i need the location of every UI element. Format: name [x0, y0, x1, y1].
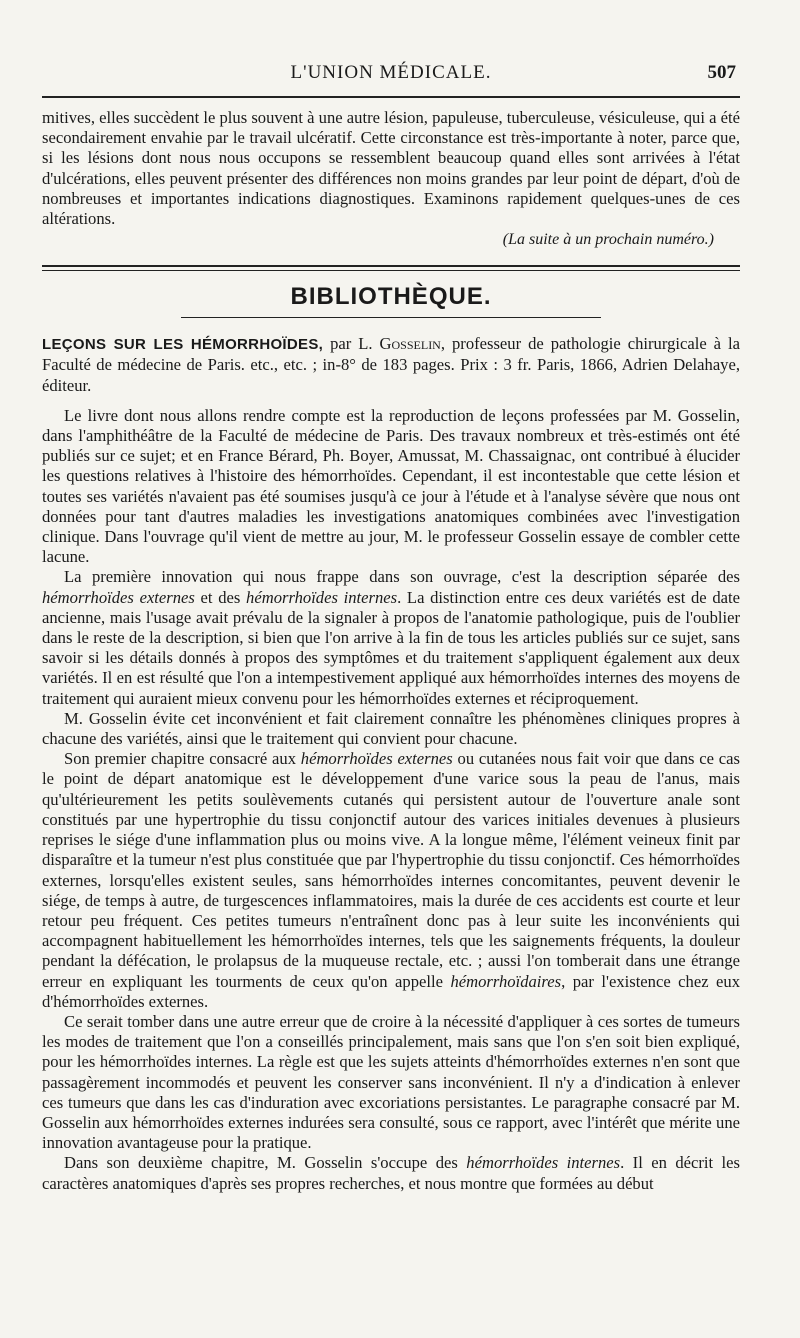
running-head [42, 62, 740, 92]
p2-emphasis-internal: hémorrhoïdes internes [246, 587, 398, 607]
p4-text-c: , par l'existence chez eux d'hémorrhoïdes externes. [42, 971, 740, 1011]
p2-text-c: . La distinction entre ces deux variétés est de date ancienne, mais l'usage avait prévalu de la signaler à propos de l'anatomie pathologique, puis de l'oublier dans le reste de la description, si bien que l'on arrive à la fin de tous les articles publiés sur ce sujet, sans savoir si les détails donnés à propos des symptômes et du traitement s'appliquent également aux deux variétés. Il en est résulté que l'on a intempestivement appliqué aux hémorrhoïdes internes des moyens de traitement qui auraient mieux convenu pour les hémorrhoïdes externes et réciproquement. [42, 587, 740, 708]
book-by: par L. [323, 334, 380, 354]
intro-paragraph: mitives, elles succèdent le plus souvent à une autre lésion, papuleuse, tuberculeuse, vésiculeuse, qui a été secondairement envahie par le travail ulcératif. Cette circonstance est très-importante à noter, parce que, si les lésions dont nous nous occupons se ressemblent beaucoup quand elles sont arrivées à l'état d'ulcérations, elles peuvent présenter des différences non moins grandes par leur point de départ, d'où de nombreuses et importantes indications diagnostiques. Examinons rapidement quelques-unes de ces altérations. [42, 108, 740, 229]
p4-text-a: Son premier chapitre consacré aux [64, 749, 301, 769]
p4-emphasis-hemorrhoidaires: hémorrhoïdaires [450, 971, 562, 991]
p4-text-b: ou cutanées nous fait voir que dans ce cas le point de départ anatomique est le développement d'une varice sous la peau de l'anus, mais qu'ultérieurement les petits soulèvements cutanés qui persistent autour de l'ouverture anale sont constitués par une hypertrophie du tissu conjonctif autour des varices initiales devenues à plusieurs reprises le siége d'une inflammation plus ou moins vive. A la longue même, l'élément veineux finit par disparaître et la tumeur n'est plus constituée que par l'hypertrophie du tissu conjonctif. Ces hémorrhoïdes externes, lorsqu'elles existent seules, sans hémorrhoïdes internes concomitantes, peuvent devenir le siége, de temps à autre, de turgescences inflammatoires, mais la durée de ces accidents est courte et leur retour peu fréquent. Ces petites tumeurs n'entraînent donc pas à leur suite les inconvénients qui accompagnent habituellement les hémorrhoïdes internes, tels que les saignements fréquents, la douleur pendant la défécation, le prolapsus de la muqueuse rectale, etc. ; aussi l'on tomberait dans une étrange erreur en expliquant les tourments de ceux qu'on appelle [42, 749, 740, 991]
header-rule [42, 96, 740, 98]
review-paragraph-6 [42, 1153, 740, 1193]
p2-emphasis-external: hémorrhoïdes externes [42, 587, 195, 607]
p4-emphasis-external: hémorrhoïdes externes [300, 749, 453, 769]
section-title-rule [181, 317, 601, 318]
section-title: BIBLIOTHÈQUE. [290, 283, 492, 311]
review-paragraph-3: M. Gosselin évite cet inconvénient et fait clairement connaître les phénomènes cliniques propres à chacune des variétés, ainsi que le traitement qui convient pour chacune. [42, 708, 740, 749]
continuation-note: (La suite à un prochain numéro.) [502, 231, 714, 249]
book-entry [42, 334, 740, 396]
review-paragraph-4 [42, 749, 740, 1012]
p6-text-a: Dans son deuxième chapitre, M. Gosselin s'occupe des [64, 1153, 467, 1173]
p2-text-b: et des [194, 587, 247, 607]
p6-emphasis-internal: hémorrhoïdes internes [466, 1153, 621, 1173]
page-number: 507 [707, 62, 736, 83]
book-title: LEÇONS SUR LES HÉMORRHOÏDES, [42, 336, 324, 354]
p6-text-b: . Il en décrit les caractères anatomiques d'après ses propres recherches, et nous montre que formées au début [42, 1153, 740, 1193]
review-paragraph-1: Le livre dont nous allons rendre compte est la reproduction de leçons professées par M. Gosselin, dans l'amphithéâtre de la Faculté de médecine de Paris. Des travaux nombreux et très-estimés ont été publiés sur ce sujet; et en France Bérard, Ph. Boyer, Amussat, M. Chassaignac, ont contribué à élucider les questions relatives à l'histoire des hémorrhoïdes. Cependant, il est incontestable que cette lésion et toutes ses variétés n'avaient pas été soumises jusqu'à ce jour à l'étude et à l'analyse sévère que nous ont données pour tant d'autres maladies les investigations anatomiques combinées avec l'investigation clinique. Dans l'ouvrage qu'il vient de mettre au jour, M. le professeur Gosselin essaye de combler cette lacune. [42, 405, 740, 567]
section-divider [42, 265, 740, 271]
review-paragraph-5: Ce serait tomber dans une autre erreur que de croire à la nécessité d'appliquer à ces sortes de tumeurs les modes de traitement que l'on a conseillés principalement, mais sans que l'on s'en soit bien expliqué, pour les hémorrhoïdes internes. La règle est que les sujets atteints d'hémorrhoïdes externes n'en sont que passagèrement incommodés et peuvent les conserver sans inconvénient. Il n'y a d'indication à enlever ces tumeurs que dans les cas d'induration avec excoriations persistantes. Le paragraphe consacré par M. Gosselin aux hémorrhoïdes externes indurées sera consulté, sous ce rapport, avec l'intérêt que mérite une innovation avantageuse pour la pratique. [42, 1011, 740, 1153]
book-author: Gosselin [379, 334, 441, 354]
book-details: , professeur de pathologie chirurgicale à la Faculté de médecine de Paris. etc., etc. ; in-8° de 183 pages. Prix : 3 fr. Paris, 1866, Adrien Delahaye, éditeur. [42, 334, 741, 395]
p2-text-a: La première innovation qui nous frappe dans son ouvrage, c'est la description séparée des [64, 567, 740, 587]
running-title: L'UNION MÉDICALE. [290, 62, 492, 83]
review-paragraph-2 [42, 567, 740, 708]
